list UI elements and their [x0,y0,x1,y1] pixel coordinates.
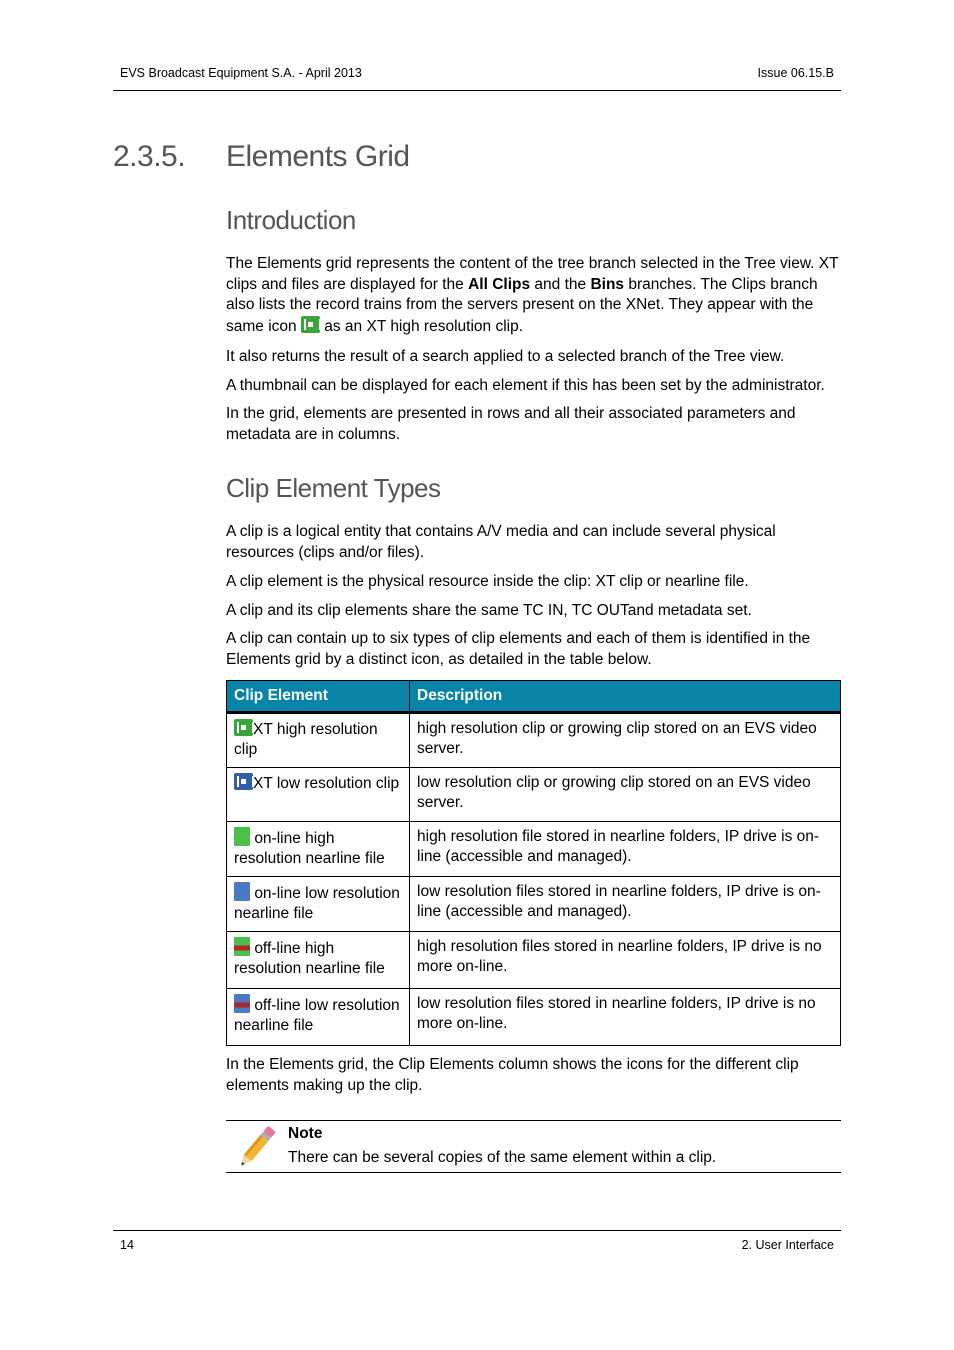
offline-high-res-file-icon [234,937,250,956]
intro-paragraph-4: In the grid, elements are presented in rows and all their associated parameters and metadata are in columns. [226,405,796,443]
table-row [227,877,841,932]
offline-low-res-file-icon [234,994,250,1013]
description-cell: high resolution clip or growing clip stored on an EVS video server. [410,713,841,768]
table-row [227,768,841,822]
section-title [113,140,410,174]
clip-element-cell: on-line high resolution nearline file [227,822,410,877]
description-cell: high resolution files stored in nearline folders, IP drive is no more on-line. [410,932,841,989]
clip-element-cell: XT low resolution clip [227,768,410,822]
header-right: Issue 06.15.B [757,66,834,80]
intro-paragraph-1: The Elements grid represents the content of the tree branch selected in the Tree view. XT clips and files are displayed for the All Clips and the Bins branches. The Clips branch also lists the record trains from the servers present on the XNet. They appear with the same icon as an XT high resolution clip. [226,255,839,335]
table-row [227,822,841,877]
note-text: There can be several copies of the same element within a clip. [288,1149,717,1166]
description-cell: high resolution file stored in nearline folders, IP drive is on-line (accessible and managed). [410,822,841,877]
clip-element-cell: XT high resolution clip [227,713,410,768]
description-cell: low resolution files stored in nearline folders, IP drive is on-line (accessible and managed). [410,877,841,932]
clip-element-cell: on-line low resolution nearline file [227,877,410,932]
clip-element-cell: off-line high resolution nearline file [227,932,410,989]
section-title-text: Elements Grid [226,140,410,173]
description-cell: low resolution files stored in nearline folders, IP drive is no more on-line. [410,989,841,1046]
online-low-res-file-icon [234,882,250,901]
intro-paragraph-2: It also returns the result of a search applied to a selected branch of the Tree view. [226,348,785,365]
page-number: 14 [120,1238,134,1252]
table-row [227,989,841,1046]
clip-element-table [226,680,841,1046]
column-header: Clip Element [227,681,410,713]
table-row [227,713,841,768]
page-footer [113,1230,841,1254]
clip-element-cell: off-line low resolution nearline file [227,989,410,1046]
description-cell: low resolution clip or growing clip stored on an EVS video server. [410,768,841,822]
column-header: Description [410,681,841,713]
header-left: EVS Broadcast Equipment S.A. - April 2013 [120,66,362,80]
intro-paragraph-3: A thumbnail can be displayed for each element if this has been set by the administrator. [226,377,825,394]
clip-element-types-heading: Clip Element Types [226,473,441,503]
types-paragraph-1: A clip is a logical entity that contains A/V media and can include several physical resources (clips and/or files). [226,523,776,561]
footer-chapter: 2. User Interface [741,1238,834,1252]
after-table-paragraph: In the Elements grid, the Clip Elements column shows the icons for the different clip elements making up the clip. [226,1056,799,1094]
note-title: Note [288,1125,323,1142]
xt-low-res-clip-icon [234,773,253,790]
table-header-row [227,681,841,713]
pencil-icon [232,1125,280,1171]
types-paragraph-2: A clip element is the physical resource inside the clip: XT clip or nearline file. [226,573,749,590]
xt-high-res-clip-icon [301,316,320,333]
online-high-res-file-icon [234,827,250,846]
section-number: 2.3.5. [113,140,186,173]
types-paragraph-4: A clip can contain up to six types of clip elements and each of them is identified in the Elements grid by a distinct icon, as detailed in the table below. [226,630,811,668]
table-row [227,932,841,989]
note-box [226,1120,841,1173]
introduction-heading: Introduction [226,205,356,235]
types-paragraph-3: A clip and its clip elements share the same TC IN, TC OUTand metadata set. [226,602,752,619]
page-header [113,64,841,91]
xt-high-res-clip-icon [234,719,253,736]
